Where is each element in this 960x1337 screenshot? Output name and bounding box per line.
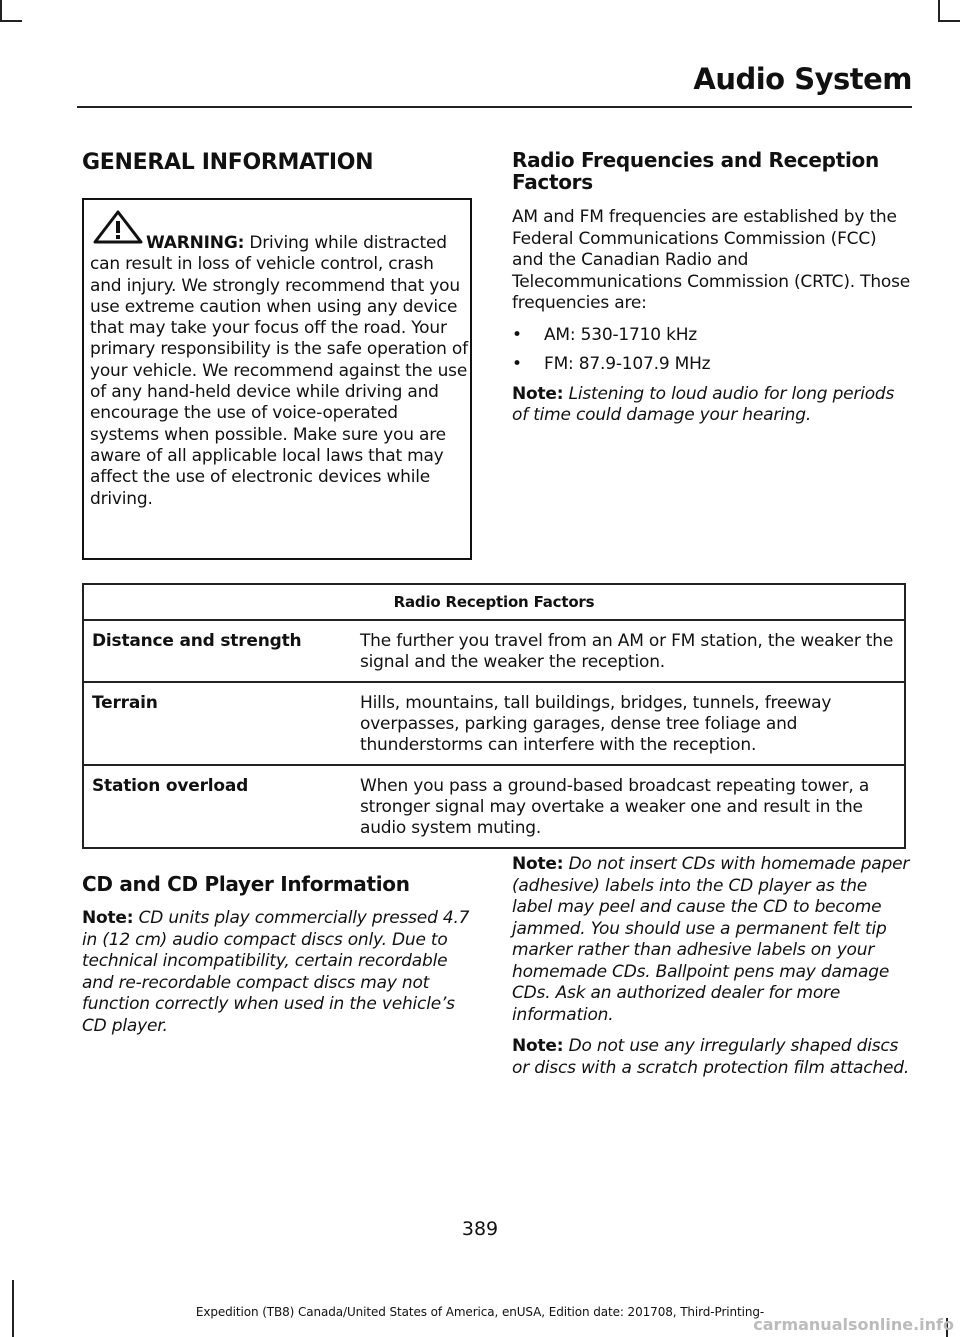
factor-name: Distance and strength — [83, 620, 350, 682]
table-row — [83, 620, 905, 682]
warning-text — [90, 233, 470, 510]
radio-intro: AM and FM frequencies are established by the Federal Communications Commission (FCC) and the Canadian Radio and Telecommunications Commission (CRTC). Those frequencies are: — [512, 207, 911, 313]
warning-box — [82, 198, 472, 560]
factor-description: When you pass a ground-based broadcast repeating tower, a stronger signal may overtake a weaker one and result in the audio system muting. — [350, 765, 905, 848]
watermark: carmanualsonline.info — [753, 1315, 954, 1334]
general-heading: GENERAL INFORMATION — [82, 150, 374, 175]
radio-body — [512, 207, 912, 437]
cd-note-3: Note: Do not use any irregularly shaped discs or discs with a scratch protection film attached. — [512, 1036, 910, 1078]
radio-note: Note: Listening to loud audio for long periods of time could damage your hearing. — [512, 383, 895, 425]
table-title: Radio Reception Factors — [83, 584, 905, 620]
cd-heading: CD and CD Player Information — [82, 872, 410, 896]
edition-footer: Expedition (TB8) Canada/United States of America, enUSA, Edition date: 201708, Third-Printing- — [195, 1305, 765, 1319]
cd-notes-right — [512, 854, 912, 1089]
factor-name: Station overload — [83, 765, 350, 848]
cd-note-2: Note: Do not insert CDs with homemade paper (adhesive) labels into the CD player as the label may peel and cause the CD to become jammed. You should use a permanent felt tip marker rather than adhesive labels on your homemade CDs. Ballpoint pens may damage CDs. Ask an authorized dealer for more information. — [512, 854, 910, 1025]
factor-description: The further you travel from an AM or FM station, the weaker the signal and the weaker the reception. — [350, 620, 905, 682]
crop-mark — [938, 20, 960, 22]
factor-name: Terrain — [83, 682, 350, 765]
page-title: Audio System — [693, 62, 912, 96]
reception-factors-table — [82, 583, 906, 849]
cd-note-1: Note: CD units play commercially pressed 4.7 in (12 cm) audio compact discs only. Due to technical incompatibility, certain recordable and re-recordable compact discs may not function correctly when used in the vehicle’s CD player. — [82, 908, 470, 1036]
frequency-list — [512, 325, 912, 376]
list-item: • AM: 530-1710 kHz — [512, 324, 698, 345]
warning-body: Driving while distracted can result in loss of vehicle control, crash and injury. We strongly recommend that you use extreme caution when using any device that may take your focus off the road. Your primary responsibility is the safe operation of your vehicle. We recommend against the use of any hand-held device while driving and encourage the use of voice-operated systems when possible. Make sure you are aware of all applicable local laws that may affect the use of electronic devices while driving. — [90, 233, 468, 509]
warning-label: WARNING: — [146, 233, 245, 253]
page-number: 389 — [461, 1218, 499, 1240]
radio-heading: Radio Frequencies and Reception Factors — [512, 148, 879, 194]
header — [0, 62, 912, 96]
header-rule — [77, 106, 912, 108]
crop-mark — [0, 0, 2, 22]
table-row — [83, 682, 905, 765]
crop-mark — [0, 20, 22, 22]
crop-mark — [938, 0, 940, 22]
factor-description: Hills, mountains, tall buildings, bridges, tunnels, freeway overpasses, parking garages, dense tree foliage and thunderstorms can interfere with the reception. — [350, 682, 905, 765]
table-row — [83, 765, 905, 848]
list-item: • FM: 87.9-107.9 MHz — [512, 354, 711, 374]
